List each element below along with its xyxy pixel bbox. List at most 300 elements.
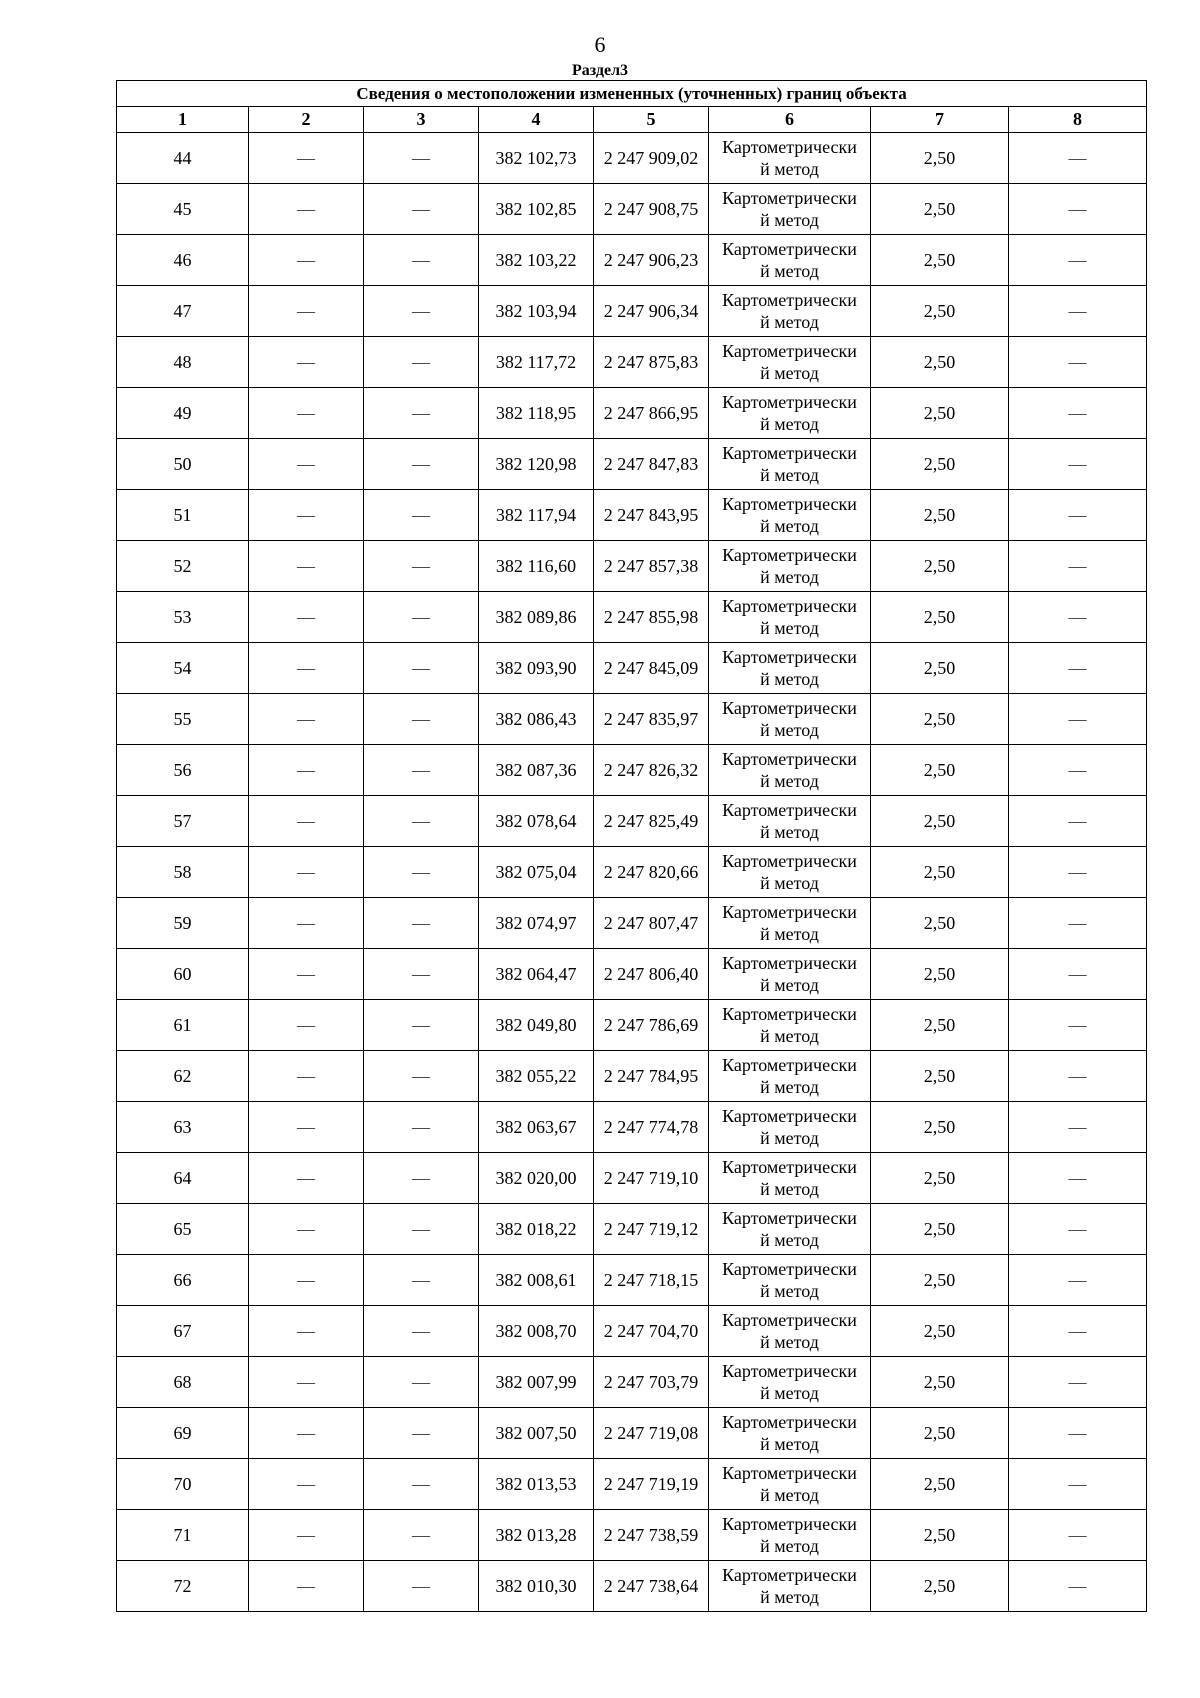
method-cell <box>709 1153 871 1204</box>
column-3-cell: — <box>364 1357 479 1408</box>
coordinate-y-cell: 2 247 718,15 <box>594 1255 709 1306</box>
accuracy-cell: 2,50 <box>871 286 1009 337</box>
accuracy-cell: 2,50 <box>871 1459 1009 1510</box>
table-row <box>117 337 1147 388</box>
method-cell <box>709 898 871 949</box>
table-row <box>117 1255 1147 1306</box>
coordinate-y-cell: 2 247 857,38 <box>594 541 709 592</box>
method-cell <box>709 592 871 643</box>
accuracy-cell: 2,50 <box>871 1102 1009 1153</box>
coordinate-x-cell: 382 120,98 <box>479 439 594 490</box>
table-row <box>117 1510 1147 1561</box>
coordinate-x-cell: 382 008,70 <box>479 1306 594 1357</box>
method-cell <box>709 1459 871 1510</box>
coordinate-y-cell: 2 247 806,40 <box>594 949 709 1000</box>
coordinate-x-cell: 382 102,85 <box>479 184 594 235</box>
accuracy-cell: 2,50 <box>871 1510 1009 1561</box>
column-3-cell: — <box>364 745 479 796</box>
coordinate-y-cell: 2 247 719,19 <box>594 1459 709 1510</box>
column-2-cell: — <box>249 1255 364 1306</box>
column-3-cell: — <box>364 592 479 643</box>
point-number-cell: 57 <box>117 796 249 847</box>
method-text-line-2: й метод <box>760 924 819 944</box>
coordinate-x-cell: 382 103,22 <box>479 235 594 286</box>
coordinate-y-cell: 2 247 845,09 <box>594 643 709 694</box>
column-2-cell: — <box>249 337 364 388</box>
method-text-line-2: й метод <box>760 1485 819 1505</box>
column-2-cell: — <box>249 949 364 1000</box>
point-number-cell: 72 <box>117 1561 249 1612</box>
coordinate-y-cell: 2 247 847,83 <box>594 439 709 490</box>
method-cell <box>709 1357 871 1408</box>
method-text-line-1: Картометрически <box>722 1004 857 1024</box>
method-text-line-2: й метод <box>760 873 819 893</box>
accuracy-cell: 2,50 <box>871 745 1009 796</box>
coordinate-y-cell: 2 247 866,95 <box>594 388 709 439</box>
method-text-line-1: Картометрически <box>722 596 857 616</box>
method-cell <box>709 1510 871 1561</box>
method-text-line-1: Картометрически <box>722 800 857 820</box>
column-3-cell: — <box>364 490 479 541</box>
accuracy-cell: 2,50 <box>871 796 1009 847</box>
coordinate-y-cell: 2 247 774,78 <box>594 1102 709 1153</box>
coordinate-y-cell: 2 247 703,79 <box>594 1357 709 1408</box>
point-number-cell: 54 <box>117 643 249 694</box>
table-row <box>117 694 1147 745</box>
method-cell <box>709 949 871 1000</box>
coordinate-x-cell: 382 087,36 <box>479 745 594 796</box>
method-text-line-1: Картометрически <box>722 647 857 667</box>
column-3-cell: — <box>364 949 479 1000</box>
coordinate-y-cell: 2 247 719,10 <box>594 1153 709 1204</box>
accuracy-cell: 2,50 <box>871 1357 1009 1408</box>
accuracy-cell: 2,50 <box>871 439 1009 490</box>
column-3-cell: — <box>364 133 479 184</box>
accuracy-cell: 2,50 <box>871 1561 1009 1612</box>
method-text-line-1: Картометрически <box>722 239 857 259</box>
column-8-cell: — <box>1009 286 1147 337</box>
method-text-line-2: й метод <box>760 771 819 791</box>
column-3-cell: — <box>364 1510 479 1561</box>
method-text-line-1: Картометрически <box>722 851 857 871</box>
point-number-cell: 55 <box>117 694 249 745</box>
column-8-cell: — <box>1009 1306 1147 1357</box>
column-8-cell: — <box>1009 1000 1147 1051</box>
coordinate-x-cell: 382 103,94 <box>479 286 594 337</box>
method-text-line-1: Картометрически <box>722 1361 857 1381</box>
method-text-line-1: Картометрически <box>722 1310 857 1330</box>
method-cell <box>709 235 871 286</box>
coordinate-x-cell: 382 055,22 <box>479 1051 594 1102</box>
accuracy-cell: 2,50 <box>871 388 1009 439</box>
coordinate-y-cell: 2 247 909,02 <box>594 133 709 184</box>
method-text-line-2: й метод <box>760 822 819 842</box>
column-2-cell: — <box>249 490 364 541</box>
column-2-cell: — <box>249 847 364 898</box>
method-text-line-2: й метод <box>760 975 819 995</box>
method-cell <box>709 694 871 745</box>
accuracy-cell: 2,50 <box>871 1408 1009 1459</box>
table-row <box>117 1459 1147 1510</box>
table-row <box>117 286 1147 337</box>
point-number-cell: 48 <box>117 337 249 388</box>
column-3-cell: — <box>364 388 479 439</box>
column-2-cell: — <box>249 1408 364 1459</box>
table-row <box>117 898 1147 949</box>
method-text-line-2: й метод <box>760 312 819 332</box>
column-2-cell: — <box>249 133 364 184</box>
point-number-cell: 68 <box>117 1357 249 1408</box>
column-8-cell: — <box>1009 1561 1147 1612</box>
column-2-cell: — <box>249 796 364 847</box>
column-2-cell: — <box>249 1357 364 1408</box>
coordinate-x-cell: 382 008,61 <box>479 1255 594 1306</box>
method-cell <box>709 133 871 184</box>
column-8-cell: — <box>1009 694 1147 745</box>
coordinate-y-cell: 2 247 786,69 <box>594 1000 709 1051</box>
table-row <box>117 490 1147 541</box>
method-text-line-1: Картометрически <box>722 749 857 769</box>
accuracy-cell: 2,50 <box>871 694 1009 745</box>
accuracy-cell: 2,50 <box>871 592 1009 643</box>
column-2-cell: — <box>249 286 364 337</box>
point-number-cell: 56 <box>117 745 249 796</box>
column-3-cell: — <box>364 1051 479 1102</box>
column-2-cell: — <box>249 643 364 694</box>
column-8-cell: — <box>1009 388 1147 439</box>
column-2-cell: — <box>249 898 364 949</box>
accuracy-cell: 2,50 <box>871 1255 1009 1306</box>
table-row <box>117 1102 1147 1153</box>
column-2-cell: — <box>249 184 364 235</box>
column-8-cell: — <box>1009 337 1147 388</box>
method-text-line-1: Картометрически <box>722 341 857 361</box>
coordinate-y-cell: 2 247 807,47 <box>594 898 709 949</box>
column-number: 6 <box>709 107 871 133</box>
coordinate-x-cell: 382 013,28 <box>479 1510 594 1561</box>
coordinate-x-cell: 382 007,50 <box>479 1408 594 1459</box>
column-2-cell: — <box>249 592 364 643</box>
method-cell <box>709 1255 871 1306</box>
column-2-cell: — <box>249 388 364 439</box>
accuracy-cell: 2,50 <box>871 184 1009 235</box>
method-cell <box>709 1000 871 1051</box>
coordinate-y-cell: 2 247 704,70 <box>594 1306 709 1357</box>
method-text-line-2: й метод <box>760 618 819 638</box>
column-3-cell: — <box>364 1000 479 1051</box>
column-2-cell: — <box>249 1510 364 1561</box>
point-number-cell: 53 <box>117 592 249 643</box>
method-text-line-1: Картометрически <box>722 494 857 514</box>
point-number-cell: 59 <box>117 898 249 949</box>
column-8-cell: — <box>1009 745 1147 796</box>
column-8-cell: — <box>1009 184 1147 235</box>
method-cell <box>709 847 871 898</box>
method-cell <box>709 286 871 337</box>
method-text-line-2: й метод <box>760 516 819 536</box>
table-row <box>117 1561 1147 1612</box>
coordinate-y-cell: 2 247 825,49 <box>594 796 709 847</box>
coordinate-y-cell: 2 247 906,34 <box>594 286 709 337</box>
accuracy-cell: 2,50 <box>871 1000 1009 1051</box>
column-2-cell: — <box>249 1204 364 1255</box>
column-3-cell: — <box>364 337 479 388</box>
coordinate-x-cell: 382 116,60 <box>479 541 594 592</box>
section-title: Раздел3 <box>571 62 629 79</box>
method-text-line-1: Картометрически <box>722 1412 857 1432</box>
column-2-cell: — <box>249 1459 364 1510</box>
method-text-line-2: й метод <box>760 1128 819 1148</box>
method-cell <box>709 490 871 541</box>
column-2-cell: — <box>249 439 364 490</box>
method-text-line-1: Картометрически <box>722 1157 857 1177</box>
accuracy-cell: 2,50 <box>871 898 1009 949</box>
method-cell <box>709 745 871 796</box>
method-text-line-2: й метод <box>760 1077 819 1097</box>
point-number-cell: 60 <box>117 949 249 1000</box>
point-number-cell: 51 <box>117 490 249 541</box>
accuracy-cell: 2,50 <box>871 133 1009 184</box>
column-3-cell: — <box>364 1306 479 1357</box>
coordinate-y-cell: 2 247 843,95 <box>594 490 709 541</box>
column-3-cell: — <box>364 898 479 949</box>
method-text-line-1: Картометрически <box>722 953 857 973</box>
column-8-cell: — <box>1009 1153 1147 1204</box>
coordinate-x-cell: 382 102,73 <box>479 133 594 184</box>
method-text-line-1: Картометрически <box>722 1514 857 1534</box>
column-3-cell: — <box>364 1561 479 1612</box>
accuracy-cell: 2,50 <box>871 1306 1009 1357</box>
method-text-line-2: й метод <box>760 210 819 230</box>
method-text-line-2: й метод <box>760 363 819 383</box>
table-row <box>117 1153 1147 1204</box>
column-8-cell: — <box>1009 898 1147 949</box>
accuracy-cell: 2,50 <box>871 490 1009 541</box>
coordinate-y-cell: 2 247 738,64 <box>594 1561 709 1612</box>
point-number-cell: 46 <box>117 235 249 286</box>
table-row <box>117 847 1147 898</box>
point-number-cell: 70 <box>117 1459 249 1510</box>
accuracy-cell: 2,50 <box>871 1051 1009 1102</box>
point-number-cell: 64 <box>117 1153 249 1204</box>
table-row <box>117 1000 1147 1051</box>
column-8-cell: — <box>1009 643 1147 694</box>
column-3-cell: — <box>364 286 479 337</box>
column-8-cell: — <box>1009 592 1147 643</box>
method-text-line-2: й метод <box>760 1536 819 1556</box>
column-8-cell: — <box>1009 439 1147 490</box>
column-2-cell: — <box>249 541 364 592</box>
column-number: 7 <box>871 107 1009 133</box>
coordinate-y-cell: 2 247 738,59 <box>594 1510 709 1561</box>
column-number: 5 <box>594 107 709 133</box>
method-cell <box>709 388 871 439</box>
column-8-cell: — <box>1009 1408 1147 1459</box>
accuracy-cell: 2,50 <box>871 235 1009 286</box>
column-2-cell: — <box>249 235 364 286</box>
method-cell <box>709 1408 871 1459</box>
point-number-cell: 62 <box>117 1051 249 1102</box>
method-text-line-2: й метод <box>760 720 819 740</box>
table-row <box>117 1051 1147 1102</box>
method-text-line-1: Картометрически <box>722 1259 857 1279</box>
method-cell <box>709 643 871 694</box>
coordinate-x-cell: 382 089,86 <box>479 592 594 643</box>
table-caption: Сведения о местоположении измененных (уточненных) границ объекта <box>117 81 1147 107</box>
column-3-cell: — <box>364 184 479 235</box>
method-text-line-1: Картометрически <box>722 188 857 208</box>
method-text-line-2: й метод <box>760 1434 819 1454</box>
accuracy-cell: 2,50 <box>871 1153 1009 1204</box>
coordinate-x-cell: 382 078,64 <box>479 796 594 847</box>
method-text-line-1: Картометрически <box>722 1055 857 1075</box>
column-3-cell: — <box>364 847 479 898</box>
column-8-cell: — <box>1009 1357 1147 1408</box>
method-cell <box>709 184 871 235</box>
method-text-line-2: й метод <box>760 261 819 281</box>
column-number: 4 <box>479 107 594 133</box>
table-row <box>117 184 1147 235</box>
coordinate-x-cell: 382 117,72 <box>479 337 594 388</box>
coordinate-x-cell: 382 086,43 <box>479 694 594 745</box>
column-2-cell: — <box>249 694 364 745</box>
table-row <box>117 1204 1147 1255</box>
column-2-cell: — <box>249 745 364 796</box>
column-3-cell: — <box>364 643 479 694</box>
table-body <box>117 133 1147 1612</box>
coordinate-x-cell: 382 010,30 <box>479 1561 594 1612</box>
point-number-cell: 44 <box>117 133 249 184</box>
column-8-cell: — <box>1009 490 1147 541</box>
method-text-line-1: Картометрически <box>722 545 857 565</box>
point-number-cell: 45 <box>117 184 249 235</box>
method-cell <box>709 541 871 592</box>
coordinate-x-cell: 382 013,53 <box>479 1459 594 1510</box>
column-2-cell: — <box>249 1153 364 1204</box>
table-row <box>117 133 1147 184</box>
table-row <box>117 1357 1147 1408</box>
point-number-cell: 63 <box>117 1102 249 1153</box>
coordinate-y-cell: 2 247 855,98 <box>594 592 709 643</box>
point-number-cell: 66 <box>117 1255 249 1306</box>
coordinate-y-cell: 2 247 719,08 <box>594 1408 709 1459</box>
coordinate-y-cell: 2 247 719,12 <box>594 1204 709 1255</box>
method-text-line-2: й метод <box>760 1230 819 1250</box>
method-cell <box>709 1102 871 1153</box>
column-3-cell: — <box>364 1102 479 1153</box>
page-number: 6 <box>594 32 606 57</box>
method-text-line-2: й метод <box>760 1383 819 1403</box>
coordinate-x-cell: 382 117,94 <box>479 490 594 541</box>
method-text-line-2: й метод <box>760 1026 819 1046</box>
table-row <box>117 643 1147 694</box>
method-cell <box>709 1561 871 1612</box>
table-row <box>117 439 1147 490</box>
table-row <box>117 796 1147 847</box>
method-text-line-1: Картометрически <box>722 1565 857 1585</box>
table-row <box>117 949 1147 1000</box>
coordinate-x-cell: 382 063,67 <box>479 1102 594 1153</box>
column-8-cell: — <box>1009 1510 1147 1561</box>
coordinate-y-cell: 2 247 784,95 <box>594 1051 709 1102</box>
column-8-cell: — <box>1009 1255 1147 1306</box>
method-text-line-2: й метод <box>760 1332 819 1352</box>
column-2-cell: — <box>249 1561 364 1612</box>
coordinate-x-cell: 382 074,97 <box>479 898 594 949</box>
boundary-coordinates-table <box>116 80 1147 1612</box>
coordinate-y-cell: 2 247 820,66 <box>594 847 709 898</box>
method-text-line-2: й метод <box>760 1281 819 1301</box>
point-number-cell: 58 <box>117 847 249 898</box>
coordinate-x-cell: 382 064,47 <box>479 949 594 1000</box>
column-number: 1 <box>117 107 249 133</box>
method-text-line-2: й метод <box>760 1179 819 1199</box>
method-text-line-2: й метод <box>760 414 819 434</box>
coordinate-x-cell: 382 018,22 <box>479 1204 594 1255</box>
method-text-line-2: й метод <box>760 465 819 485</box>
column-2-cell: — <box>249 1102 364 1153</box>
accuracy-cell: 2,50 <box>871 337 1009 388</box>
coordinate-y-cell: 2 247 826,32 <box>594 745 709 796</box>
method-cell <box>709 1306 871 1357</box>
method-text-line-2: й метод <box>760 669 819 689</box>
column-8-cell: — <box>1009 133 1147 184</box>
method-text-line-1: Картометрически <box>722 1106 857 1126</box>
coordinate-x-cell: 382 118,95 <box>479 388 594 439</box>
column-3-cell: — <box>364 439 479 490</box>
method-text-line-1: Картометрически <box>722 290 857 310</box>
table-row <box>117 592 1147 643</box>
column-3-cell: — <box>364 1255 479 1306</box>
column-8-cell: — <box>1009 541 1147 592</box>
column-8-cell: — <box>1009 796 1147 847</box>
accuracy-cell: 2,50 <box>871 847 1009 898</box>
accuracy-cell: 2,50 <box>871 541 1009 592</box>
coordinate-y-cell: 2 247 908,75 <box>594 184 709 235</box>
method-cell <box>709 1204 871 1255</box>
column-8-cell: — <box>1009 1051 1147 1102</box>
column-3-cell: — <box>364 1153 479 1204</box>
accuracy-cell: 2,50 <box>871 643 1009 694</box>
method-text-line-1: Картометрически <box>722 443 857 463</box>
point-number-cell: 61 <box>117 1000 249 1051</box>
column-8-cell: — <box>1009 1102 1147 1153</box>
coordinate-x-cell: 382 007,99 <box>479 1357 594 1408</box>
point-number-cell: 49 <box>117 388 249 439</box>
method-text-line-1: Картометрически <box>722 137 857 157</box>
method-cell <box>709 796 871 847</box>
point-number-cell: 67 <box>117 1306 249 1357</box>
method-cell <box>709 337 871 388</box>
coordinate-x-cell: 382 075,04 <box>479 847 594 898</box>
method-cell <box>709 1051 871 1102</box>
column-2-cell: — <box>249 1051 364 1102</box>
method-text-line-1: Картометрически <box>722 902 857 922</box>
coordinate-y-cell: 2 247 906,23 <box>594 235 709 286</box>
method-text-line-2: й метод <box>760 567 819 587</box>
column-8-cell: — <box>1009 949 1147 1000</box>
column-number: 2 <box>249 107 364 133</box>
column-8-cell: — <box>1009 1459 1147 1510</box>
point-number-cell: 50 <box>117 439 249 490</box>
column-2-cell: — <box>249 1306 364 1357</box>
point-number-cell: 52 <box>117 541 249 592</box>
point-number-cell: 69 <box>117 1408 249 1459</box>
column-3-cell: — <box>364 796 479 847</box>
coordinate-x-cell: 382 020,00 <box>479 1153 594 1204</box>
table-row <box>117 235 1147 286</box>
method-text-line-1: Картометрически <box>722 698 857 718</box>
